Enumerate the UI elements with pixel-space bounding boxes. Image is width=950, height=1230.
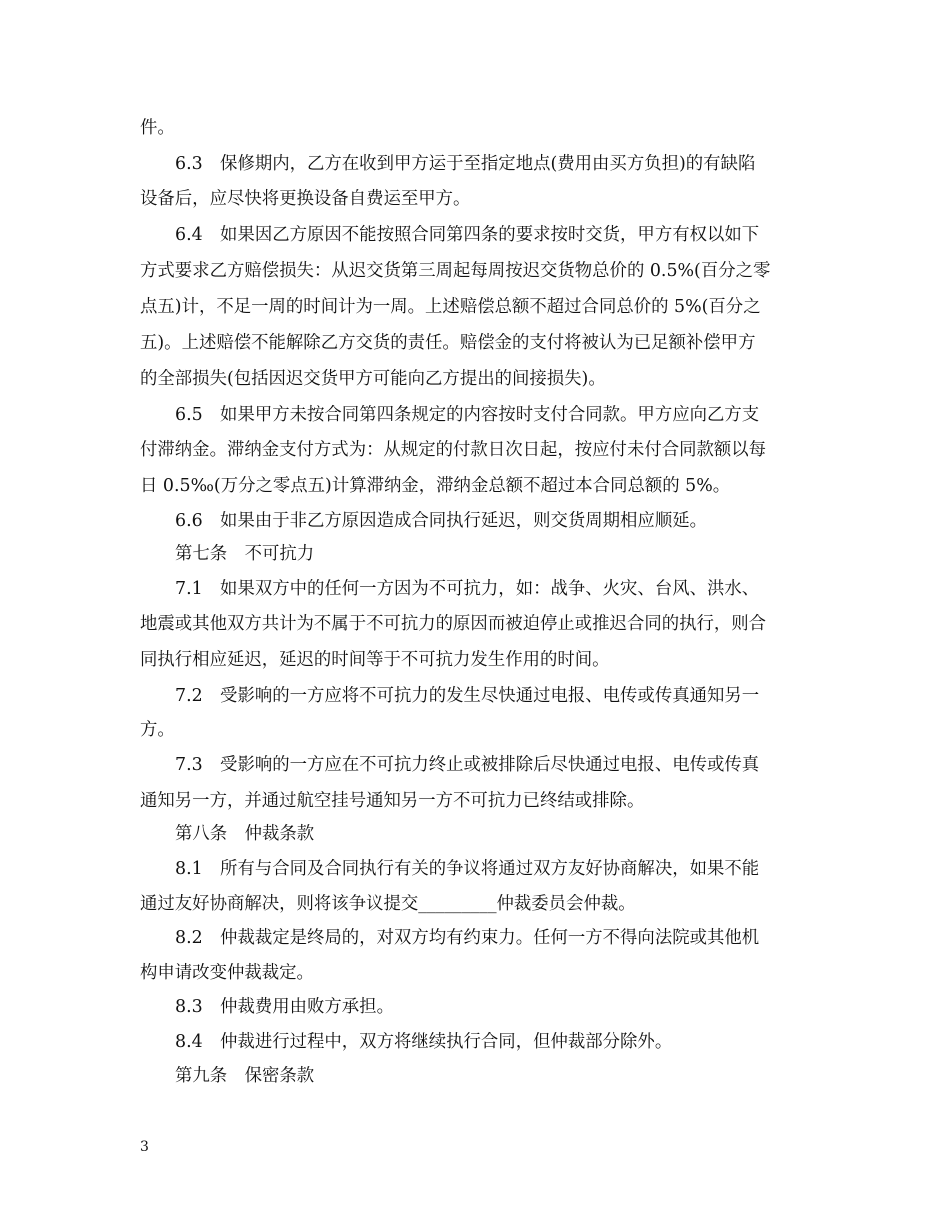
text-line: 7.2 受影响的一方应将不可抗力的发生尽快通过电报、电传或传真通知另一	[175, 686, 760, 706]
text-line: 方式要求乙方赔偿损失：从迟交货第三周起每周按迟交货物总价的 0.5%(百分之零	[140, 261, 771, 281]
text-line: 通过友好协商解决，则将该争议提交_________仲裁委员会仲裁。	[140, 894, 636, 914]
text-line: 构申请改变仲裁裁定。	[140, 963, 314, 983]
text-line: 8.1 所有与合同及合同执行有关的争议将通过双方友好协商解决，如果不能	[175, 859, 760, 879]
article-heading: 第八条 仲裁条款	[175, 824, 315, 844]
text-line: 6.6 如果由于非乙方原因造成合同执行延迟，则交货周期相应顺延。	[175, 511, 707, 531]
text-line: 8.2 仲裁裁定是终局的，对双方均有约束力。任何一方不得向法院或其他机	[175, 928, 760, 948]
text-line: 6.4 如果因乙方原因不能按照合同第四条的要求按时交货，甲方有权以如下	[175, 225, 760, 245]
text-line: 8.4 仲裁进行过程中，双方将继续执行合同，但仲裁部分除外。	[175, 1032, 673, 1052]
article-heading: 第九条 保密条款	[175, 1066, 315, 1086]
article-heading: 第七条 不可抗力	[175, 544, 315, 564]
text-line: 的全部损失(包括因迟交货甲方可能向乙方提出的间接损失)。	[140, 369, 606, 389]
text-line: 付滞纳金。滞纳金支付方式为：从规定的付款日次日起，按应付未付合同款额以每	[140, 440, 767, 460]
text-line: 件。	[140, 118, 175, 138]
text-line: 地震或其他双方共计为不属于不可抗力的原因而被迫停止或推迟合同的执行，则合	[140, 614, 767, 634]
text-line: 7.1 如果双方中的任何一方因为不可抗力，如：战争、火灾、台风、洪水、	[175, 579, 760, 599]
text-line: 通知另一方，并通过航空挂号通知另一方不可抗力已终结或排除。	[140, 791, 645, 811]
text-line: 6.5 如果甲方未按合同第四条规定的内容按时支付合同款。甲方应向乙方支	[175, 405, 760, 425]
text-line: 方。	[140, 720, 175, 740]
text-line: 五)。上述赔偿不能解除乙方交货的责任。赔偿金的支付将被认为已足额补偿甲方	[140, 333, 756, 353]
text-line: 点五)计，不足一周的时间计为一周。上述赔偿总额不超过合同总价的 5%(百分之	[140, 297, 761, 317]
page-number: 3	[140, 1139, 149, 1155]
text-line: 6.3 保修期内，乙方在收到甲方运于至指定地点(费用由买方负担)的有缺陷	[175, 154, 756, 174]
text-line: 设备后，应尽快将更换设备自费运至甲方。	[140, 189, 471, 209]
text-line: 7.3 受影响的一方应在不可抗力终止或被排除后尽快通过电报、电传或传真	[175, 755, 760, 775]
text-line: 同执行相应延迟，延迟的时间等于不可抗力发生作用的时间。	[140, 650, 610, 670]
text-line: 日 0.5‰(万分之零点五)计算滞纳金，滞纳金总额不超过本合同总额的 5%。	[140, 476, 731, 496]
text-line: 8.3 仲裁费用由败方承担。	[175, 997, 394, 1017]
